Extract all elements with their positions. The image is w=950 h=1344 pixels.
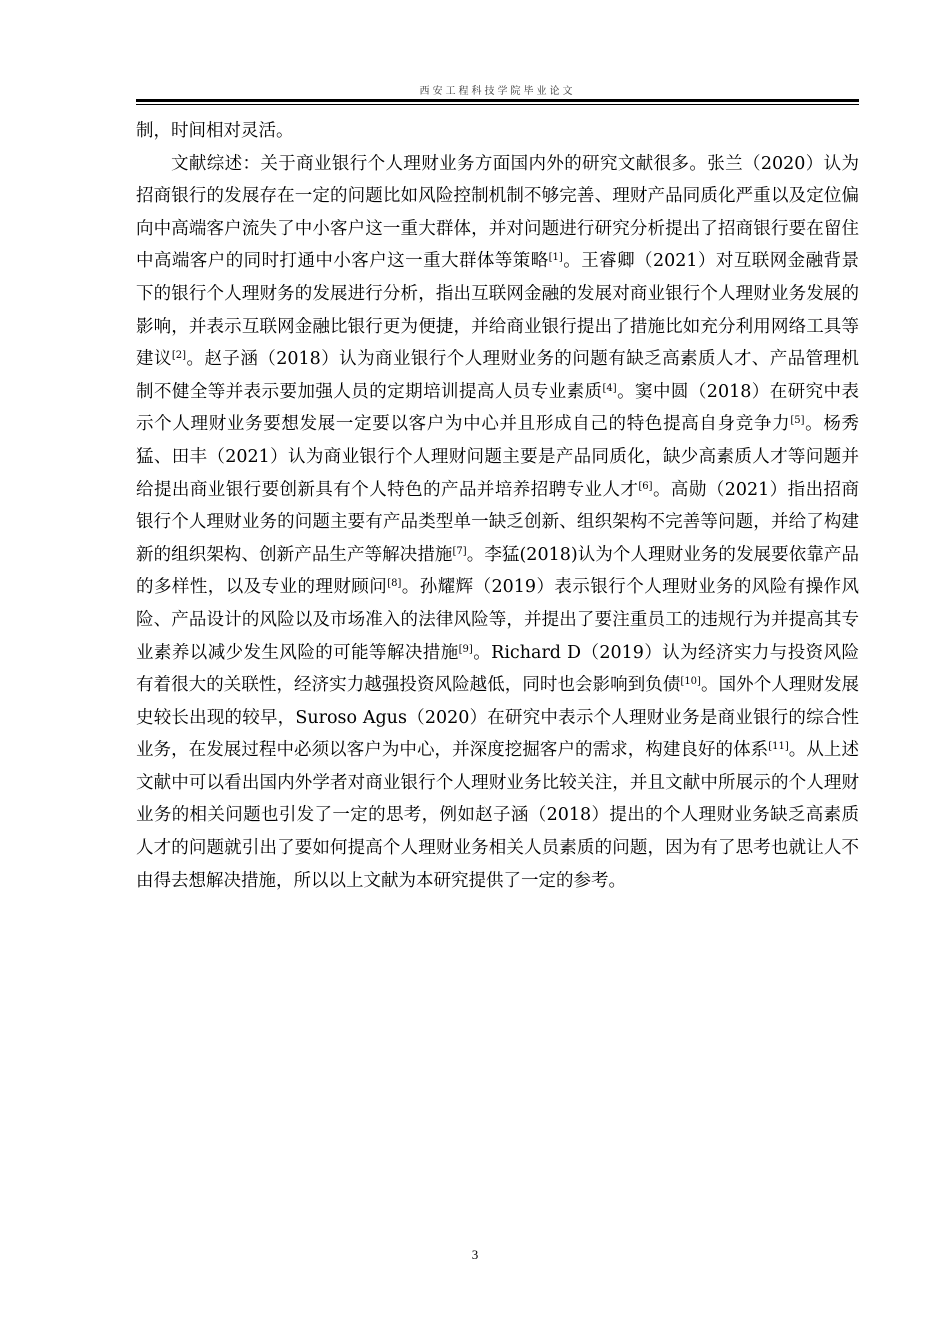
citation-marker: [11] <box>768 741 789 753</box>
header-rule-thin <box>136 104 859 105</box>
paragraph-literature-review <box>136 148 859 898</box>
text-segment: 。国外个人理财发展史较长出现的较早，Suroso Agus（2020）在研究中表示个人理财业务是商业银行的综合性业务，在发展过程中必须以客户为中心，并深度挖掘客户的需求，构建良好的体系 <box>136 675 860 761</box>
text-segment: 。杨秀猛、田丰（2021）认为商业银行个人理财问题主要是产品同质化，缺少高素质人才等问题并给提出商业银行要创新具有个人特色的产品并培养招聘专业人才 <box>136 414 860 500</box>
header-rule-thick <box>136 99 859 102</box>
citation-marker: [7] <box>452 545 467 557</box>
text-segment: 。孙耀辉（2019）表示银行个人理财业务的风险有操作风险、产品设计的风险以及市场准入的法律风险等，并提出了要注重员工的违规行为并提高其专业素养以减少发生风险的可能等解决措施 <box>136 577 859 663</box>
citation-marker: [10] <box>680 676 701 688</box>
text-segment: 。窦中圆（2018）在研究中表示个人理财业务要想发展一定要以客户为中心并且形成自己的特色提高自身竞争力 <box>136 381 859 435</box>
text-segment: 文献综述：关于商业银行个人理财业务方面国内外的研究文献很多。张兰（2020）认为招商银行的发展存在一定的问题比如风险控制机制不够完善、理财产品同质化严重以及定位偏向中高端客户流失了中小客户这一重大群体，并对问题进行研究分析提出了招商银行要在留住中高端客户的同时打通中小客户这一重大群体等策略 <box>136 153 859 272</box>
running-header: 西安工程科技学院毕业论文 <box>419 86 576 97</box>
citation-marker: [2] <box>171 350 187 362</box>
citation-marker: [1] <box>548 252 563 264</box>
citation-marker: [8] <box>387 578 402 590</box>
body-text <box>136 115 859 897</box>
text-segment: 。赵子涵（2018）认为商业银行个人理财业务的问题有缺乏高素质人才、产品管理机制不健全等并表示要加强人员的定期培训提高人员专业素质 <box>136 349 859 402</box>
paragraph-continuation: 制，时间相对灵活。 <box>136 121 294 141</box>
text-segment: 。高勋（2021）指出招商银行个人理财业务的问题主要有产品类型单一缺乏创新、组织架构不完善等问题，并给了构建新的组织架构、创新产品生产等解决措施 <box>136 479 859 565</box>
text-segment: 。Richard D（2019）认为经济实力与投资风险有着很大的关联性，经济实力越强投资风险越低，同时也会影响到负债 <box>136 642 859 696</box>
citation-marker: [9] <box>458 643 473 655</box>
citation-marker: [4] <box>602 382 617 394</box>
page-number: 3 <box>471 1247 479 1262</box>
text-segment: 。王睿卿（2021）对互联网金融背景下的银行个人理财务的发展进行分析，指出互联网金融的发展对商业银行个人理财业务发展的影响，并表示互联网金融比银行更为便捷，并给商业银行提出了措施比如充分利用网络工具等建议 <box>136 251 859 370</box>
citation-marker: [5] <box>790 415 805 427</box>
citation-marker: [6] <box>638 480 653 492</box>
text-segment: 。李猛(2018)认为个人理财业务的发展要依靠产品的多样性，以及专业的理财顾问 <box>136 544 859 598</box>
text-segment: 。从上述文献中可以看出国内外学者对商业银行个人理财业务比较关注，并且文献中所展示的个人理财业务的相关问题也引发了一定的思考，例如赵子涵（2018）提出的个人理财业务缺乏高素质人才的问题就引出了要如何提高个人理财业务相关人员素质的问题，因为有了思考也就让人不由得去想解决措施，所以以上文献为本研究提供了一定的参考。 <box>136 740 859 891</box>
